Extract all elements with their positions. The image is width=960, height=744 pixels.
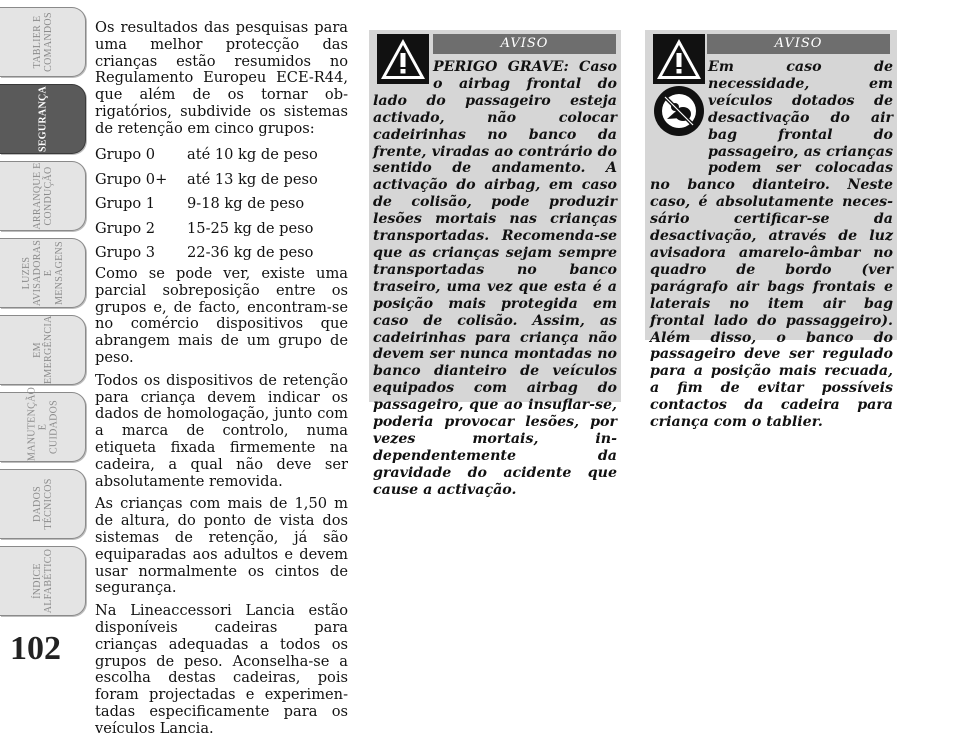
warning-text: PERIGO GRAVE: Caso o airbag frontal do lado do passageiro esteja activado, não colocar cadeirinhas no banco da frente, viradas ao contrário do sentido de andamento. A activação do airbag, em caso de colisão, pode produzir lesões mortais nas crianças transportadas. Recomenda-se que as crianças sejam sempre transportadas no banco traseiro, uma vez que esta é a posição mais protegida em caso de colisão. Assim, as cadeirinhas para criança não devem ser nunca montadas no banco dianteiro de veículos equipados com airbag do passageiro, que ao insuflar-se, poderia provocar lesões, por vezes mortais, independentemente da gravidade do acidente que cause a activação. (373, 59, 617, 498)
body-paragraph: Todos os dispositivos de retenção para criança devem indicar os dados de homologação, junto com a marca de controlo, numa etiqueta fixada firmemente na cadeira, a qual não deve ser absolutamente removida. (95, 371, 348, 490)
group-row (95, 193, 348, 218)
group-name: Grupo 0 (95, 146, 156, 164)
body-paragraph: As crianças com mais de 1,50 m de altura, do ponto de vista dos sistemas de retenção, já são equiparadas aos adultos e devem usar normalmente os cintos de segurança. (95, 495, 348, 597)
group-name: Grupo 3 (95, 244, 156, 262)
warning-box-airbag-danger (369, 30, 621, 498)
tab-label: MANUTENÇÃO E CUIDADOS (26, 386, 59, 461)
group-name: Grupo 1 (95, 195, 156, 213)
tab-label: TABLIER E COMANDOS (31, 12, 54, 72)
tab-em-emergencia[interactable] (0, 315, 86, 385)
warning-text: Em caso de necessidade, em veículos dotados de desactivação do air bag frontal do passageiro, as crianças podem ser colocadas no banco dianteiro. Neste caso, é absolutamente necessário certificar-se da desactivação, através de luz avisadora amarelo-âmbar no quadro de bordo (ver parágrafo air bags frontais e laterais no item air bag frontal lado do passaggeiro). Além disso, o banco do passageiro deve ser regulado para a posição mais recuada, a fim de evitar possíveis contactos da cadeira para criança com o tablier. (650, 59, 893, 431)
body-paragraph: Na Lineaccessori Lancia estão disponíveis cadeiras para crianças adequadas a todos os grupos de peso. Aconselha-se a escolha destas cadeiras, pois foram projectadas e experimentadas especificamente para os veículos Lancia. (95, 602, 348, 737)
tab-arranque-conducao[interactable] (0, 161, 86, 231)
tab-indice-alfabetico[interactable] (0, 546, 86, 616)
group-range: 15-25 kg de peso (187, 219, 314, 237)
group-range: 22-36 kg de peso (187, 244, 314, 262)
group-range: até 13 kg de peso (187, 170, 318, 188)
group-range: até 10 kg de peso (187, 146, 318, 164)
tab-dados-tecnicos[interactable] (0, 469, 86, 539)
tab-label: LUZES AVISADORAS E MENSAGENS (20, 239, 65, 307)
warning-header: AVISO (707, 34, 890, 54)
page-number: 102 (10, 630, 61, 667)
group-row (95, 144, 348, 169)
group-name: Grupo 2 (95, 219, 156, 237)
body-paragraph: Como se pode ver, existe uma parcial sobreposição entre os grupos e, de facto, encontram-se no comércio dispositivos que abrangem mais de um grupo de peso. (95, 265, 348, 367)
intro-paragraph: Os resultados das pesquisas para uma melhor protecção das crianças estão resumidos no Regulamento Europeu ECE-R44, que além de os tornar obrigatórios, subdivide os sistemas de retenção em cinco grupos: (95, 19, 348, 137)
group-range: 9-18 kg de peso (187, 195, 305, 213)
tab-label: EM EMERGÊNCIA (31, 315, 54, 384)
group-list (95, 144, 348, 267)
tab-luzes-avisadoras[interactable] (0, 238, 86, 308)
tab-label: ÍNDICE ALFABÉTICO (31, 548, 54, 614)
group-row (95, 242, 348, 267)
tab-tablier-comandos[interactable] (0, 7, 86, 77)
section-tabs (0, 0, 86, 677)
warning-header: AVISO (433, 34, 616, 54)
group-name: Grupo 0+ (95, 170, 168, 188)
tab-label: SEGURANÇA (37, 85, 48, 153)
warning-box-airbag-deactivation (645, 30, 897, 431)
tab-label: DADOS TÉCNICOS (31, 478, 54, 530)
group-row (95, 217, 348, 242)
group-row (95, 168, 348, 193)
body-text-column (95, 20, 348, 744)
tab-label: ARRANQUE E CONDUÇÃO (31, 162, 54, 230)
tab-manutencao-cuidados[interactable] (0, 386, 86, 462)
tab-seguranca[interactable] (0, 84, 86, 154)
